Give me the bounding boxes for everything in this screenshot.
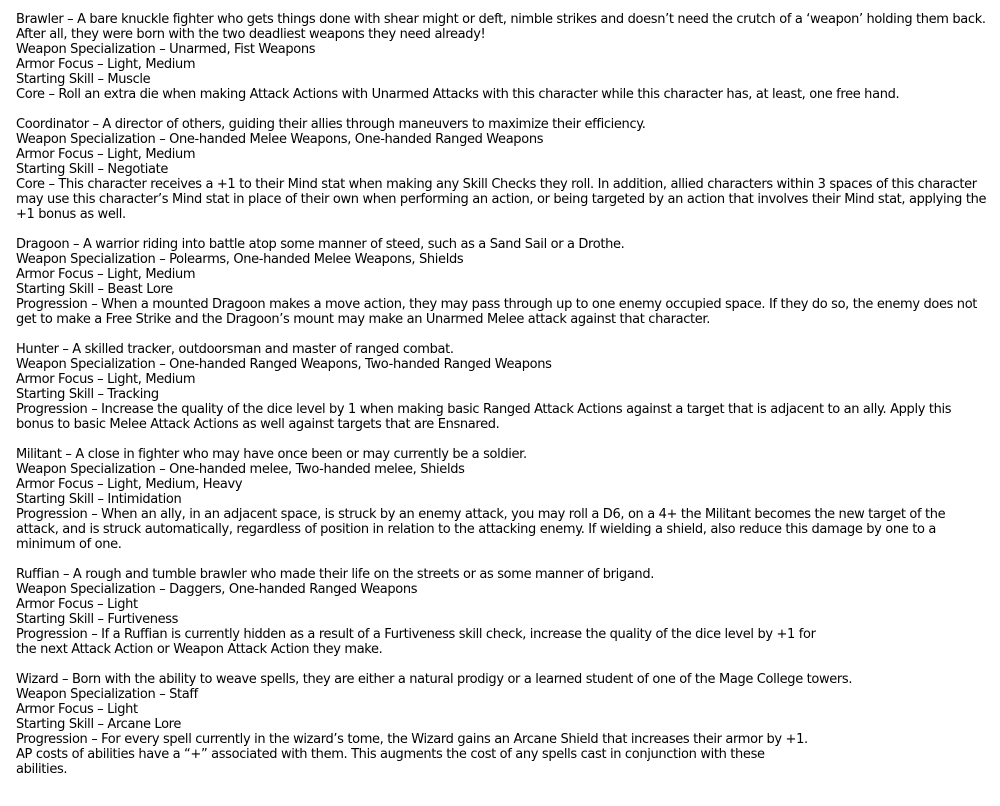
class-ability: Core – This character receives a +1 to their Mind stat when making any Skill Checks they roll. In addition, allied characters within 3 spaces of this character may use this character’s Mind stat in place of their own when performing an action, or being targeted by an action that involves their Mind stat, applying the +1 bonus as well. — [16, 177, 990, 222]
class-entry-militant — [16, 447, 991, 552]
weapon-specialization: Weapon Specialization – Daggers, One-handed Ranged Weapons — [16, 582, 418, 597]
document-page — [16, 12, 991, 777]
starting-skill: Starting Skill – Negotiate — [16, 162, 168, 177]
class-ability: Progression – If a Ruffian is currently hidden as a result of a Furtiveness skill check, increase the quality of the dice level by +1 for the next Attack Action or Weapon Attack Action they make. — [16, 627, 820, 657]
class-ability: Progression – When an ally, in an adjacent space, is struck by an enemy attack, you may roll a D6, on a 4+ the Militant becomes the new target of the attack, and is struck automatically, regardless of position in relation to the attacking enemy. If wielding a shield, also reduce this damage by one to a minimum of one. — [16, 507, 950, 552]
starting-skill: Starting Skill – Beast Lore — [16, 282, 173, 297]
class-description: Brawler – A bare knuckle fighter who gets things done with shear might or deft, nimble strikes and doesn’t need the crutch of a ‘weapon’ holding them back. After all, they were born with the two deadliest weapons they need already! — [16, 12, 990, 42]
class-description: Coordinator – A director of others, guiding their allies through maneuvers to maximize their efficiency. — [16, 117, 646, 132]
armor-focus: Armor Focus – Light, Medium — [16, 372, 196, 387]
armor-focus: Armor Focus – Light — [16, 702, 138, 717]
armor-focus: Armor Focus – Light, Medium, Heavy — [16, 477, 243, 492]
class-description: Wizard – Born with the ability to weave spells, they are either a natural prodigy or a learned student of one of the Mage College towers. — [16, 672, 853, 687]
weapon-specialization: Weapon Specialization – Unarmed, Fist Weapons — [16, 42, 316, 57]
class-entry-hunter — [16, 342, 991, 432]
class-ability: Progression – When a mounted Dragoon makes a move action, they may pass through up to one enemy occupied space. If they do so, the enemy does not get to make a Free Strike and the Dragoon’s mount may make an Unarmed Melee attack against that character. — [16, 297, 981, 327]
weapon-specialization: Weapon Specialization – One-handed Melee Weapons, One-handed Ranged Weapons — [16, 132, 544, 147]
starting-skill: Starting Skill – Furtiveness — [16, 612, 179, 627]
weapon-specialization: Weapon Specialization – Staff — [16, 687, 198, 702]
class-description: Militant – A close in fighter who may have once been or may currently be a soldier. — [16, 447, 527, 462]
weapon-specialization: Weapon Specialization – One-handed Ranged Weapons, Two-handed Ranged Weapons — [16, 357, 552, 372]
starting-skill: Starting Skill – Arcane Lore — [16, 717, 182, 732]
starting-skill: Starting Skill – Muscle — [16, 72, 151, 87]
class-description: Ruffian – A rough and tumble brawler who made their life on the streets or as some manner of brigand. — [16, 567, 655, 582]
armor-focus: Armor Focus – Light, Medium — [16, 147, 196, 162]
armor-focus: Armor Focus – Light — [16, 597, 138, 612]
ap-cost-note: AP costs of abilities have a “+” associated with them. This augments the cost of any spells cast in conjunction with these abilities. — [16, 747, 769, 777]
starting-skill: Starting Skill – Tracking — [16, 387, 159, 402]
class-entry-ruffian — [16, 567, 991, 657]
class-description: Dragoon – A warrior riding into battle atop some manner of steed, such as a Sand Sail or a Drothe. — [16, 237, 625, 252]
class-description: Hunter – A skilled tracker, outdoorsman and master of ranged combat. — [16, 342, 454, 357]
weapon-specialization: Weapon Specialization – Polearms, One-handed Melee Weapons, Shields — [16, 252, 464, 267]
armor-focus: Armor Focus – Light, Medium — [16, 267, 196, 282]
class-ability: Progression – For every spell currently in the wizard’s tome, the Wizard gains an Arcane Shield that increases their armor by +1. — [16, 732, 808, 747]
class-ability: Progression – Increase the quality of the dice level by 1 when making basic Ranged Attack Actions against a target that is adjacent to an ally. Apply this bonus to basic Melee Attack Actions as well against targets that are Ensnared. — [16, 402, 955, 432]
armor-focus: Armor Focus – Light, Medium — [16, 57, 196, 72]
class-entry-brawler — [16, 12, 991, 102]
class-entry-wizard — [16, 672, 991, 777]
weapon-specialization: Weapon Specialization – One-handed melee, Two-handed melee, Shields — [16, 462, 465, 477]
starting-skill: Starting Skill – Intimidation — [16, 492, 182, 507]
class-entry-coordinator — [16, 117, 991, 222]
class-entry-dragoon — [16, 237, 991, 327]
class-ability: Core – Roll an extra die when making Attack Actions with Unarmed Attacks with this character while this character has, at least, one free hand. — [16, 87, 900, 102]
